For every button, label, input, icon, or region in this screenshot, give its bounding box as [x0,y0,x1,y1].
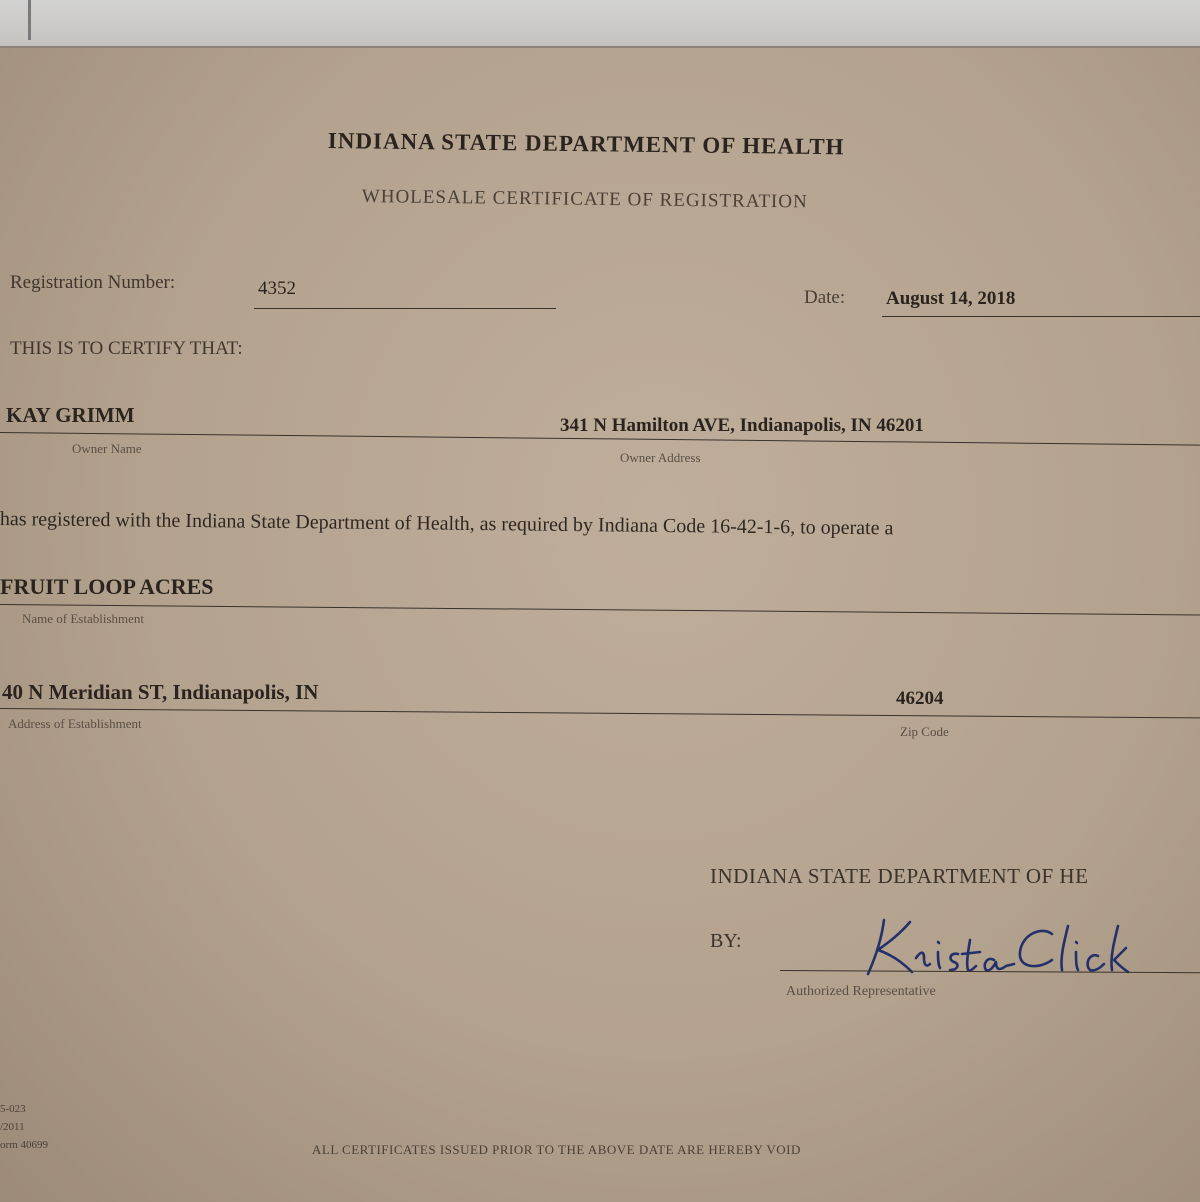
date-value: August 14, 2018 [886,288,1016,309]
establishment-address-value: 40 N Meridian ST, Indianapolis, IN [2,680,319,704]
certificate-sheet [0,46,1200,1202]
certificate-title: WHOLESALE CERTIFICATE OF REGISTRATION [361,186,808,213]
establishment-address-label: Address of Establishment [8,716,142,731]
owner-name-value: KAY GRIMM [6,403,135,427]
establishment-name-label: Name of Establishment [22,611,145,626]
zip-code-label: Zip Code [900,724,949,739]
by-label: BY: [710,930,742,952]
department-title: INDIANA STATE DEPARTMENT OF HEALTH [327,128,845,160]
registration-number-line [254,308,556,309]
form-code-line: 5-023 [0,1103,26,1115]
paper-edge [28,0,31,40]
signing-department: INDIANA STATE DEPARTMENT OF HE [710,864,1089,888]
certify-heading: THIS IS TO CERTIFY THAT: [10,338,243,359]
establishment-name-value: FRUIT LOOP ACRES [0,574,214,599]
form-code-line: orm 40699 [0,1139,48,1151]
signature [862,912,1132,987]
registration-number-label: Registration Number: [10,272,176,293]
owner-name-label: Owner Name [72,441,142,456]
void-notice: ALL CERTIFICATES ISSUED PRIOR TO THE ABOVE DATE ARE HEREBY VOID [312,1142,801,1157]
registration-number-value: 4352 [258,278,296,299]
owner-address-value: 341 N Hamilton AVE, Indianapolis, IN 46201 [560,415,924,436]
owner-address-label: Owner Address [620,450,701,465]
date-label: Date: [804,287,846,308]
form-code-block [0,1100,48,1154]
registration-statement: has registered with the Indiana State Department of Health, as required by Indiana Code 16-42-1-6, to operate a [0,508,894,540]
form-code-line: /2011 [0,1121,25,1133]
authorized-representative-label: Authorized Representative [786,984,936,999]
date-line [882,316,1200,317]
zip-code-value: 46204 [896,688,944,709]
